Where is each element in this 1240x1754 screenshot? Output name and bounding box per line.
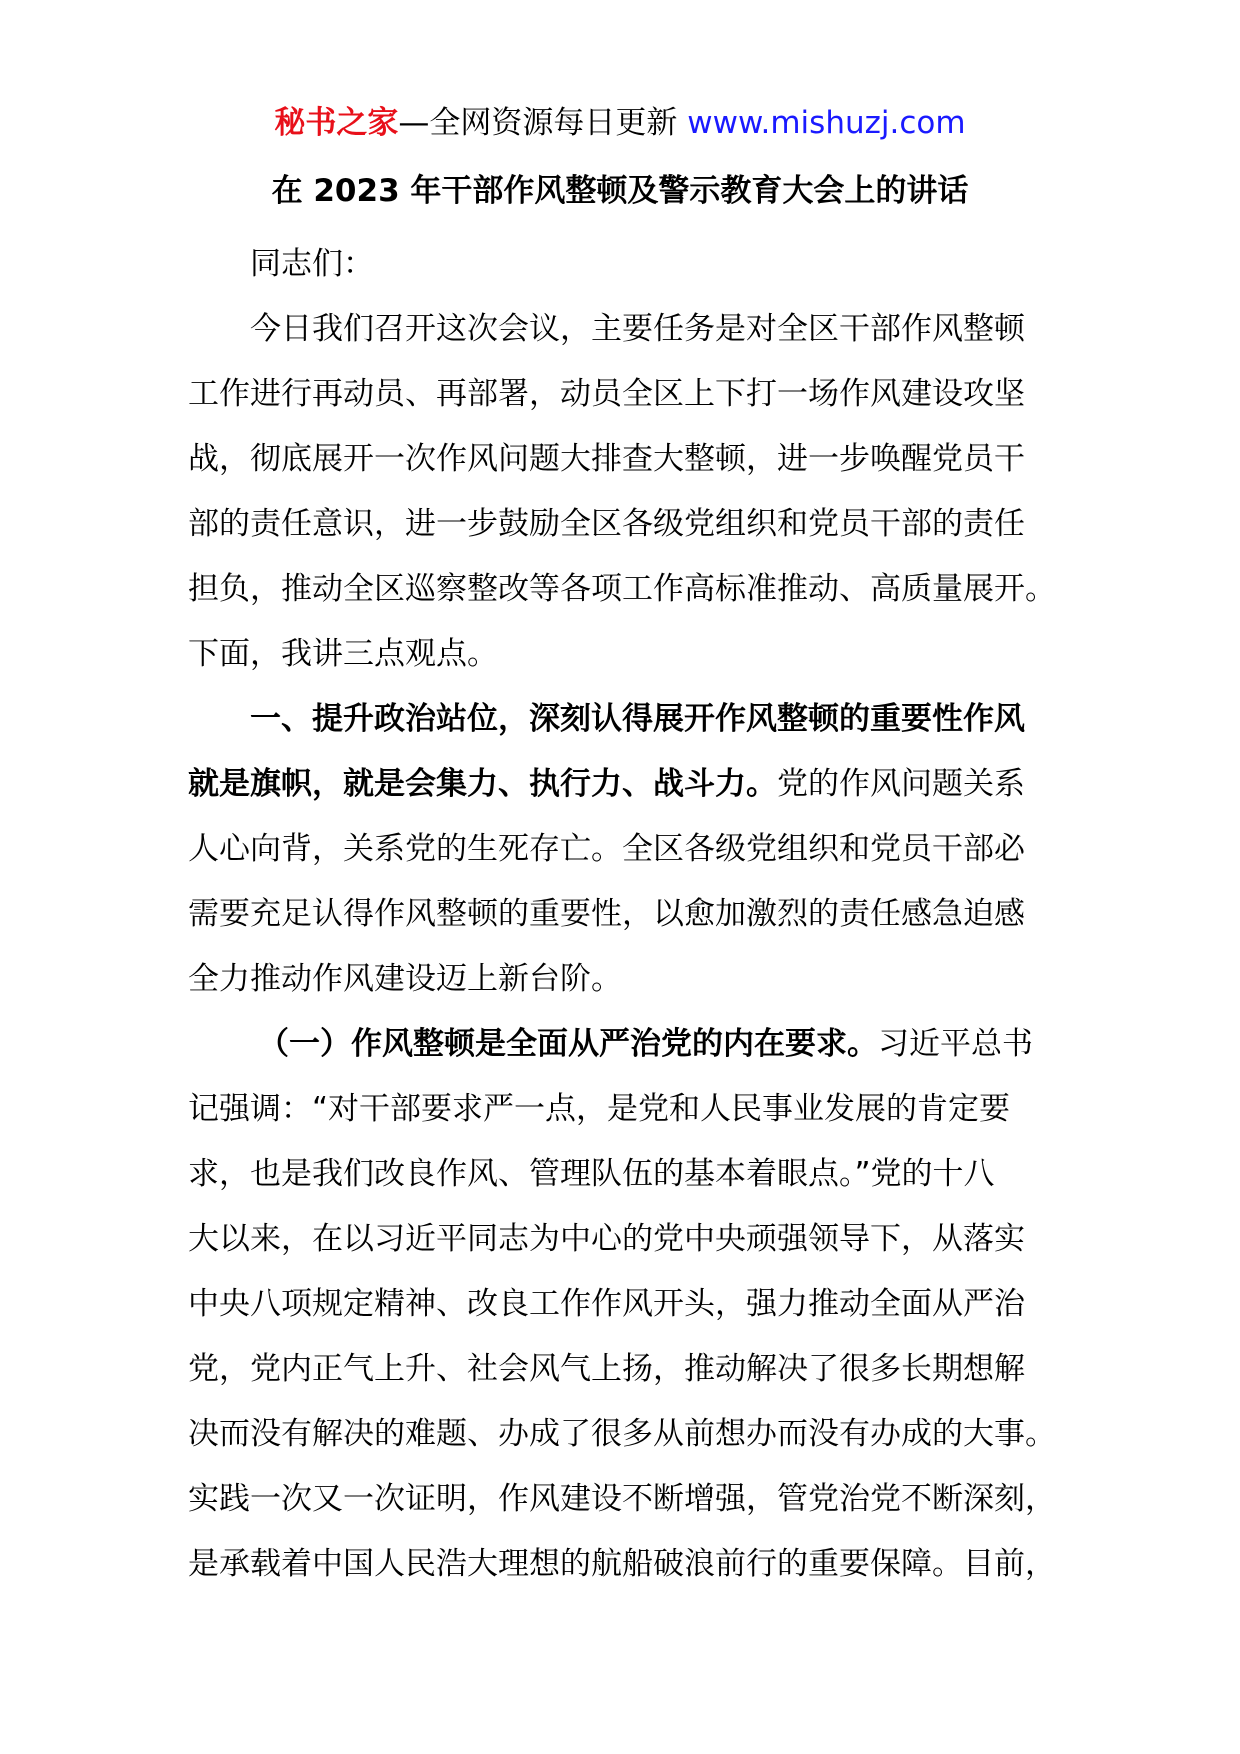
- site-url-link[interactable]: www.mishuzj.com: [687, 105, 966, 141]
- section-heading: 一、提升政治站位，深刻认得展开作风整顿的重要性作风: [250, 701, 1025, 737]
- paragraph-line: 党，党内正气上升、社会风气上扬，推动解决了很多长期想解: [188, 1351, 1025, 1387]
- paragraph-line: 需要充足认得作风整顿的重要性，以愈加激烈的责任感急迫感: [188, 896, 1025, 932]
- greeting: 同志们：: [250, 246, 374, 282]
- paragraph-line: 记强调：“对干部要求严一点，是党和人民事业发展的肯定要: [188, 1091, 1011, 1127]
- paragraph-line: 担负，推动全区巡察整改等各项工作高标准推动、高质量展开。: [188, 571, 1056, 607]
- document-body: [188, 232, 1088, 1597]
- document-title: 在 2023 年干部作风整顿及警示教育大会上的讲话: [271, 173, 969, 209]
- paragraph-line: 大以来，在以习近平同志为中心的党中央顽强领导下，从落实: [188, 1221, 1025, 1257]
- paragraph-line: 全力推动作风建设迈上新台阶。: [188, 961, 622, 997]
- paragraph-line: [188, 1012, 1088, 1077]
- paragraph-text: 党的作风问题关系: [777, 766, 1025, 802]
- paragraph-line: 中央八项规定精神、改良工作作风开头，强力推动全面从严治: [188, 1286, 1025, 1322]
- paragraph-line: 人心向背，关系党的生死存亡。全区各级党组织和党员干部必: [188, 831, 1025, 867]
- paragraph-line: 今日我们召开这次会议，主要任务是对全区干部作风整顿: [250, 311, 1025, 347]
- section-heading-continued: 就是旗帜，就是会集力、执行力、战斗力。: [188, 766, 777, 802]
- paragraph-line: 决而没有解决的难题、办成了很多从前想办而没有办成的大事。: [188, 1416, 1056, 1452]
- paragraph-line: 是承载着中国人民浩大理想的航船破浪前行的重要保障。目前，: [188, 1546, 1056, 1582]
- paragraph-line: 工作进行再动员、再部署，动员全区上下打一场作风建设攻坚: [188, 376, 1025, 412]
- paragraph-line: 实践一次又一次证明，作风建设不断增强，管党治党不断深刻，: [188, 1481, 1056, 1517]
- paragraph-line: 求，也是我们改良作风、管理队伍的基本着眼点。”党的十八: [188, 1156, 995, 1192]
- site-tagline: —全网资源每日更新: [398, 105, 678, 141]
- site-brand: 秘书之家: [274, 105, 399, 141]
- site-header: [0, 100, 1240, 146]
- paragraph-line: 部的责任意识，进一步鼓励全区各级党组织和党员干部的责任: [188, 506, 1025, 542]
- paragraph-line: 下面，我讲三点观点。: [188, 636, 498, 672]
- paragraph-text: 习近平总书: [878, 1026, 1033, 1062]
- subsection-heading: （一）作风整顿是全面从严治党的内在要求。: [258, 1026, 878, 1062]
- paragraph-line: [188, 752, 1088, 817]
- paragraph-line: 战，彻底展开一次作风问题大排查大整顿，进一步唤醒党员干: [188, 441, 1025, 477]
